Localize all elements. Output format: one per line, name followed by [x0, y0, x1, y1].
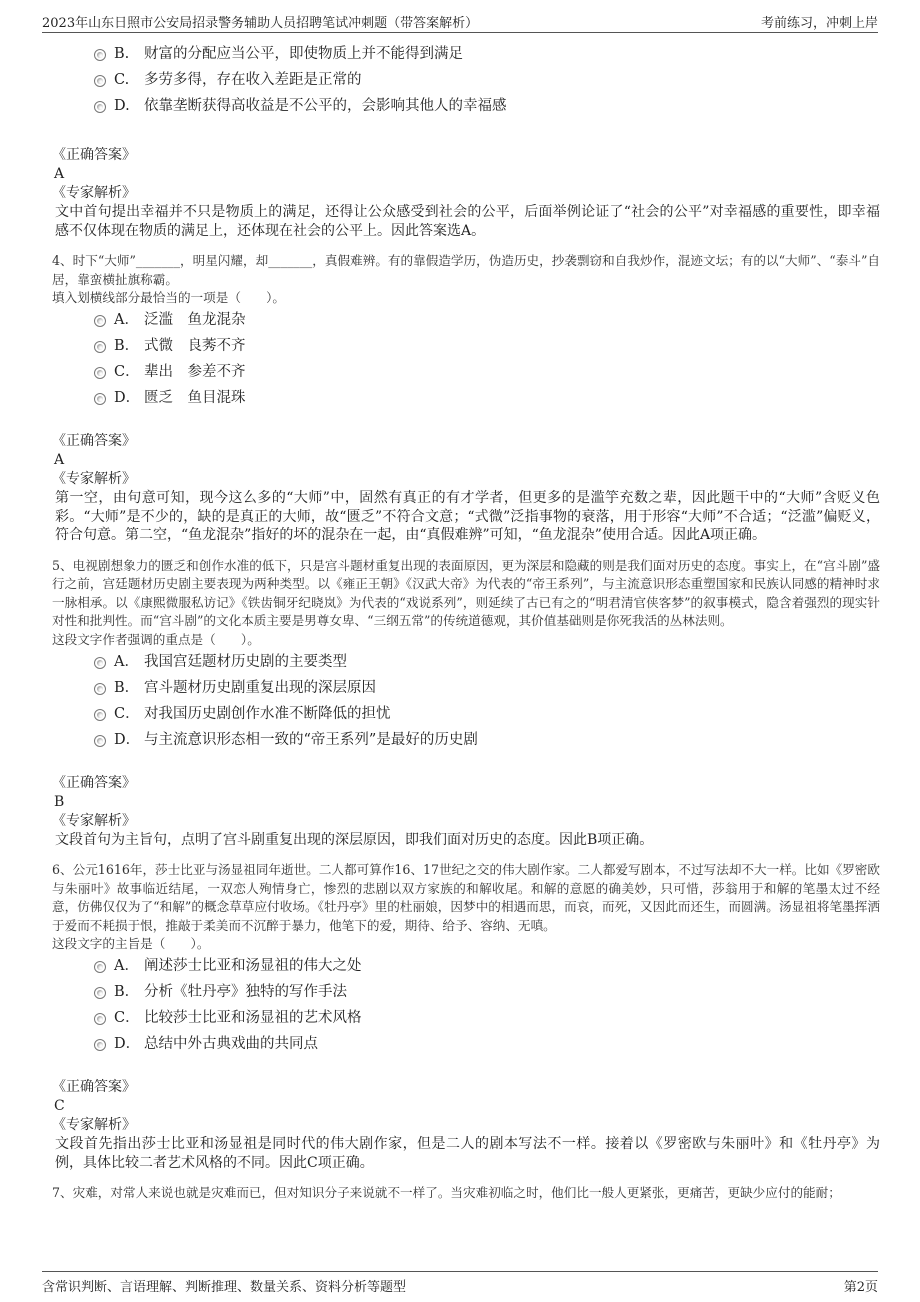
q5-option-b[interactable]: B． 宫斗题材历史剧重复出现的深层原因 — [52, 675, 880, 701]
radio-icon[interactable] — [94, 1039, 106, 1051]
radio-icon[interactable] — [94, 709, 106, 721]
q5-option-a[interactable]: A． 我国宫廷题材历史剧的主要类型 — [52, 649, 880, 675]
q4-option-b[interactable]: B． 式微 良莠不齐 — [52, 333, 880, 359]
q3-explain-label: 《专家解析》 — [52, 185, 136, 201]
q6-option-a[interactable]: A． 阐述莎士比亚和汤显祖的伟大之处 — [52, 953, 880, 979]
radio-icon[interactable] — [94, 1013, 106, 1025]
document-title: 2023年山东日照市公安局招录警务辅助人员招聘笔试冲刺题（带答案解析） — [42, 16, 479, 31]
radio-icon[interactable] — [94, 393, 106, 405]
radio-icon[interactable] — [94, 75, 106, 87]
page-content — [52, 40, 880, 1203]
q5-prompt: 这段文字作者强调的重点是（ ）。 — [52, 631, 260, 647]
q5-answer: B — [54, 793, 65, 810]
q5-explain: 文段首句为主旨句，点明了宫斗剧重复出现的深层原因，即我们面对历史的态度。因此B项正确。 — [55, 831, 654, 848]
q6-option-c[interactable]: C． 比较莎士比亚和汤显祖的艺术风格 — [52, 1005, 880, 1031]
q4-option-d[interactable]: D． 匮乏 鱼目混珠 — [52, 385, 880, 411]
q5-stem: 5、电视剧想象力的匮乏和创作水准的低下，只是宫斗题材重复出现的表面原因，更为深层和隐藏的则是我们面对历史的态度。事实上，在“宫斗剧”盛行之前，宫廷题材历史剧主要表现为两种类型。以《雍正王朝》《汉武大帝》为代表的“帝王系列”，与主流意识形态重塑国家和民族认同感的精神时求一脉相承。以《康熙微服私访记》《铁齿铜牙纪晓岚》为代表的“戏说系列”，则延续了古已有之的“明君清官侠客梦”的叙事模式，隐含着强烈的现实针对性和批判性。而“宫斗剧”的文化本质主要是男尊女卑、“三纲五常”的传统道德观，其价值基础则是你死我活的丛林法则。 — [52, 557, 880, 628]
q4-prompt: 填入划横线部分最恰当的一项是（ ）。 — [52, 290, 285, 305]
radio-icon[interactable] — [94, 367, 106, 379]
q3-explain: 文中首句提出幸福并不只是物质上的满足，还得让公众感受到社会的公平，后面举例论证了“社会的公平”对幸福感的重要性，即幸福感不仅体现在物质的满足上，还体现在社会的公平上。因此答案选A。 — [55, 204, 880, 239]
page-footer — [42, 1271, 878, 1294]
radio-icon[interactable] — [94, 961, 106, 973]
radio-icon[interactable] — [94, 735, 106, 747]
q6-prompt: 这段文字的主旨是（ ）。 — [52, 936, 210, 951]
radio-icon[interactable] — [94, 49, 106, 61]
q4-explain-label: 《专家解析》 — [52, 471, 136, 487]
q6-option-b[interactable]: B． 分析《牡丹亭》独特的写作手法 — [52, 979, 880, 1005]
q6-options — [52, 953, 880, 1057]
radio-icon[interactable] — [94, 683, 106, 695]
q3-options — [52, 41, 880, 119]
radio-icon[interactable] — [94, 341, 106, 353]
footer-topics: 含常识判断、言语理解、判断推理、数量关系、资料分析等题型 — [42, 1280, 407, 1295]
q3-option-c[interactable]: C. 多劳多得，存在收入差距是正常的 — [52, 67, 880, 93]
q3-answer-label: 《正确答案》 — [52, 147, 136, 163]
radio-icon[interactable] — [94, 987, 106, 999]
q3-answer: A — [54, 166, 65, 182]
q5-option-c[interactable]: C． 对我国历史剧创作水准不断降低的担忧 — [52, 701, 880, 727]
q4-option-a[interactable]: A． 泛滥 鱼龙混杂 — [52, 307, 880, 333]
q6-stem: 6、公元1616年，莎士比亚与汤显祖同年逝世。二人都可算作16、17世纪之交的伟大剧作家。二人都爱写剧本，不过写法却不大一样。比如《罗密欧与朱丽叶》故事临近结尾，一双恋人殉情身亡，惨烈的悲剧以双方家族的和解收尾。和解的意愿的确美妙，只可惜，莎翁用于和解的笔墨太过不经意，仿佛仅仅为了“和解”的概念草草应付收场。《牡丹亭》里的杜丽娘，因梦中的相遇而思，而哀，而死，又因此而还生，而圆满。汤显祖将笔墨挥洒于爱而不耗损于恨，推敲于柔美而不沉醉于暴力，他笔下的爱，期待、给予、容纳、无嗔。 — [52, 862, 880, 933]
q7-stem: 7、灾难，对常人来说也就是灾难而已，但对知识分子来说就不一样了。当灾难初临之时，他们比一般人更紧张，更痛苦，更缺少应付的能耐； — [52, 1185, 841, 1200]
radio-icon[interactable] — [94, 101, 106, 113]
q6-option-d[interactable]: D． 总结中外古典戏曲的共同点 — [52, 1031, 880, 1057]
q4-answer: A — [54, 452, 65, 468]
q4-options — [52, 307, 880, 411]
q6-explain: 文段首先指出莎士比亚和汤显祖是同时代的伟大剧作家，但是二人的剧本写法不一样。接着以《罗密欧与朱丽叶》和《牡丹亭》为例，具体比较二者艺术风格的不同。因此C项正确。 — [55, 1136, 880, 1171]
q4-stem: 4、时下“大师”_______，明星闪耀，却_______，真假难辨。有的靠假造学历，伪造历史，抄袭剽窃和自我炒作，混迹文坛；有的以“大师”、“泰斗”自居，靠蛮横扯旗称霸。 — [52, 253, 880, 287]
radio-icon[interactable] — [94, 315, 106, 327]
q4-option-c[interactable]: C． 辈出 参差不齐 — [52, 359, 880, 385]
q5-explain-label: 《专家解析》 — [52, 812, 136, 829]
q6-answer-label: 《正确答案》 — [52, 1079, 136, 1095]
q6-explain-label: 《专家解析》 — [52, 1117, 136, 1133]
q5-options — [52, 649, 880, 753]
radio-icon[interactable] — [94, 657, 106, 669]
q6-answer: C — [54, 1098, 65, 1114]
q5-answer-label: 《正确答案》 — [52, 774, 136, 791]
q3-option-b[interactable]: B. 财富的分配应当公平，即使物质上并不能得到满足 — [52, 41, 880, 67]
header-slogan: 考前练习，冲刺上岸 — [760, 16, 878, 31]
q5-option-d[interactable]: D． 与主流意识形态相一致的“帝王系列”是最好的历史剧 — [52, 727, 880, 753]
q3-option-d[interactable]: D. 依靠垄断获得高收益是不公平的，会影响其他人的幸福感 — [52, 93, 880, 119]
q4-answer-label: 《正确答案》 — [52, 433, 136, 449]
page-header — [42, 10, 878, 33]
q4-explain: 第一空，由句意可知，现今这么多的“大师”中，固然有真正的有才学者，但更多的是滥竽充数之辈，因此题干中的“大师”含贬义色彩。“大师”是不少的，缺的是真正的大师，故“匮乏”不符合文意；“式微”泛指事物的衰落，用于形容“大师”不合适；“泛滥”偏贬义，符合句意。第二空，“鱼龙混杂”指好的坏的混杂在一起，由“真假难辨”可知，“鱼龙混杂”使用合适。因此A项正确。 — [55, 490, 880, 543]
page-number: 第2页 — [843, 1280, 878, 1295]
